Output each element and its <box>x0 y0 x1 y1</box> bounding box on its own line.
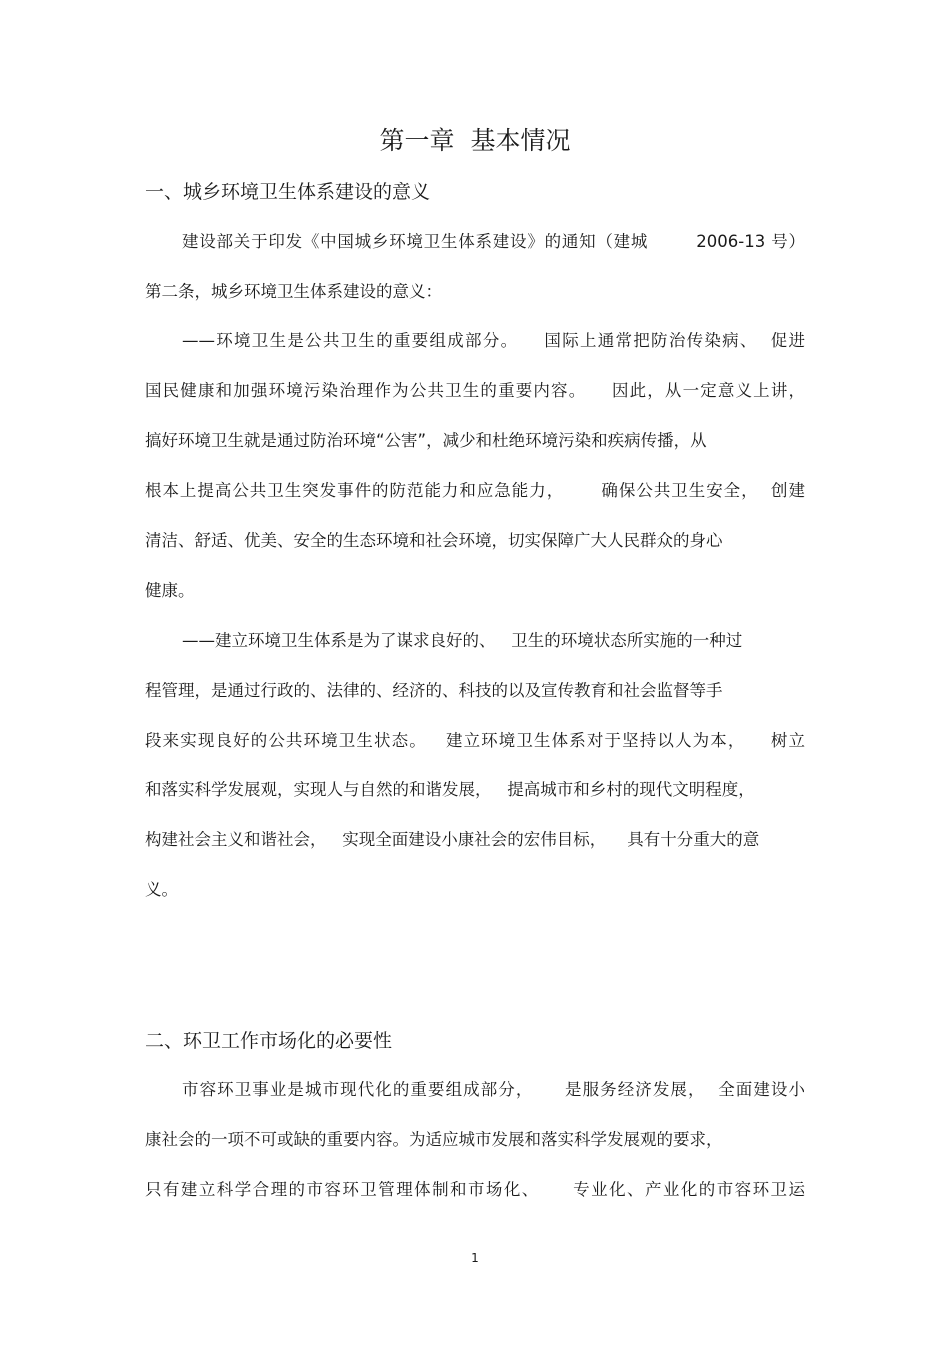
paragraph-line: 程管理，是通过行政的、法律的、经济的、科技的以及宣传教育和社会监督等手 <box>145 681 723 700</box>
paragraph-line: 清洁、舒适、优美、安全的生态环境和社会环境，切实保障广大人民群众的身心 <box>145 531 723 550</box>
paragraph-line: 第二条，城乡环境卫生体系建设的意义： <box>145 282 442 301</box>
chapter-title: 第一章 基本情况 <box>379 126 571 155</box>
paragraph-line: 根本上提高公共卫生突发事件的防范能力和应急能力， 确保公共卫生安全， 创建 <box>145 481 805 500</box>
section-heading-1: 一、城乡环境卫生体系建设的意义 <box>145 181 431 203</box>
paragraph-line: 康社会的一项不可或缺的重要内容。为适应城市发展和落实科学发展观的要求， <box>145 1130 723 1149</box>
paragraph-line: 义。 <box>145 880 178 899</box>
paragraph-line: 建设部关于印发《中国城乡环境卫生体系建设》的通知（建城 2006-13 号） <box>182 232 805 251</box>
paragraph-line: 只有建立科学合理的市容环卫管理体制和市场化、 专业化、产业化的市容环卫运 <box>145 1180 805 1199</box>
paragraph-line: ——建立环境卫生体系是为了谋求良好的、 卫生的环境状态所实施的一种过 <box>182 631 743 650</box>
paragraph-line: 健康。 <box>145 581 195 600</box>
paragraph-line: 国民健康和加强环境污染治理作为公共卫生的重要内容。 因此，从一定意义上讲， <box>145 381 805 400</box>
paragraph-line: 段来实现良好的公共环境卫生状态。 建立环境卫生体系对于坚持以人为本， 树立 <box>145 731 805 750</box>
paragraph-line: 市容环卫事业是城市现代化的重要组成部分， 是服务经济发展， 全面建设小 <box>182 1080 805 1099</box>
section-heading-2: 二、环卫工作市场化的必要性 <box>145 1030 393 1052</box>
paragraph-line: 和落实科学发展观，实现人与自然的和谐发展， 提高城市和乡村的现代文明程度， <box>145 780 755 799</box>
paragraph-line: 构建社会主义和谐社会， 实现全面建设小康社会的宏伟目标， 具有十分重大的意 <box>145 830 760 849</box>
page-number: 1 <box>471 1251 479 1265</box>
paragraph-line: ——环境卫生是公共卫生的重要组成部分。 国际上通常把防治传染病、 促进 <box>182 331 805 350</box>
paragraph-line: 搞好环境卫生就是通过防治环境“公害”，减少和杜绝环境污染和疾病传播，从 <box>145 431 707 450</box>
